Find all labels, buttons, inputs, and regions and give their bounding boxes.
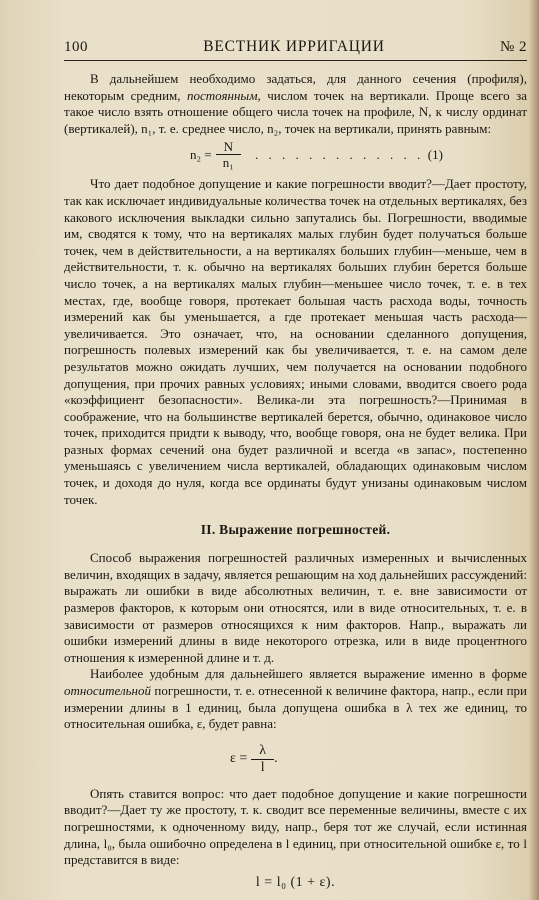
formula-1-number: (1) xyxy=(427,147,443,163)
formula-1-lhs: n₂ = xyxy=(190,147,212,163)
formula-2-denominator: l xyxy=(260,759,265,775)
issue-number: № 2 xyxy=(499,39,527,55)
formula-1-numerator: N xyxy=(216,139,241,155)
page-spine-shadow xyxy=(529,0,539,900)
paragraph-4: Наиболее удобным для дальнейшего является выражение именно в форме относительной погрешности, т. е. отнесенной к величине фактора, напр., если при измерении длины в 1 единиц, была допущена ошибка в λ тех же единиц, то относительная ошибка, ε, будет равна: xyxy=(64,666,527,732)
formula-1-leader-dots: . . . . . . . . . . . . . xyxy=(255,147,424,163)
paragraph-2: Что дает подобное допущение и какие погрешности вводит?—Дает простоту, так как исключает индивидуальные количества точек на отдельных вертикалях, без какового исключения выкладки сильно запутались бы. Погрешности, вводимые им, сводятся к тому, что на вертикалях малых глубин будет получаться больше точек, чем в действительности, а на вертикалях больших глубин—меньше, чем в действительности, т. к. обычно на вертикалях больших глубин берется больше число точек, а на вертикалях малых глубин—меньшее число точек, т. е. в тех местах, где, вообще говоря, протекает большая часть расхода воды, точность измерений как бы уменьшается, а где протекает меньшая часть расхода—увеличивается. Это означает, что, на основании сделанного допущения, погрешность полевых измерений как бы увеличивается, т. е. на самом деле результатов можно ожидать лучших, чем получается на основании подобного допущения, при прочих равных условиях; иными словами, вводится своего рода «коэффициент безопасности». Велика-ли эта погрешность?—Принимая в соображение, что на большинстве вертикалей берется, обычно, одинаковое число точек, приходится придти к выводу, что, вообще говоря, она не будет велика. При разных формах сечений она будет различной и всегда «в запас», постепенно уменьшаясь с увеличением числа вертикалей, обладающих одинаковым числом точек, и доходя до нуля, когда все ординаты будут унизаны одинаковым числом точек. xyxy=(64,176,527,507)
section-heading: II. Выражение погрешностей. xyxy=(200,522,391,538)
emphasis-constant: постоянным, xyxy=(186,87,261,103)
formula-1-denominator: n₁ xyxy=(222,155,234,171)
paragraph-3: Способ выражения погрешностей различных измеренных и вычисленных величин, входящих в задачу, является решающим на ход дальнейших рассуждений: выражать ли ошибки в виде абсолютных величин, т. е. вне зависимости от размеров факторов, к которым они относятся, или в виде относительных, т. е. в зависимости от размеров относящихся к ним факторов. Напр., выражать ли ошибки измерений длины в виде некоторого отрезка, или в виде процентного отношения к измеренной длине и т. д. xyxy=(64,550,527,665)
paragraph-1: В дальнейшем необходимо задаться, для данного сечения (профиля), некоторым средним, постоянным, числом точек на вертикали. Проще всего за такое число взять отношение общего числа точек на профиле, N, к числу ординат (вертикалей), n₁, т. е. среднее число, n₂, точек на вертикали, принять равным: xyxy=(64,71,527,136)
journal-title: ВЕСТНИК ИРРИГАЦИИ xyxy=(203,38,385,55)
formula-1 xyxy=(64,139,527,170)
paragraph-5: Опять ставится вопрос: что дает подобное допущение и какие погрешности вводит?—Дает ту же простоту, т. к. сводит все переменные величины, вместе с их погрешностями, к одноченному виду, напр., беря тот же случай, если истинная длина, l₀, была ошибочно определена в l единиц, при относительной ошибке ε, то l представится в виде: xyxy=(64,785,527,868)
formula-1-fraction xyxy=(216,139,241,170)
running-header xyxy=(64,38,527,56)
header-rule xyxy=(64,60,527,61)
formula-2-lhs: ε = xyxy=(230,751,248,767)
formula-2-numerator: λ xyxy=(251,743,274,760)
formula-3: l = l₀ (1 + ε). xyxy=(255,874,336,890)
page-number: 100 xyxy=(64,39,88,55)
emphasis-relative: относительной xyxy=(64,683,151,698)
formula-2-period: . xyxy=(274,751,278,767)
formula-2-fraction xyxy=(251,743,274,776)
formula-2 xyxy=(64,743,527,776)
